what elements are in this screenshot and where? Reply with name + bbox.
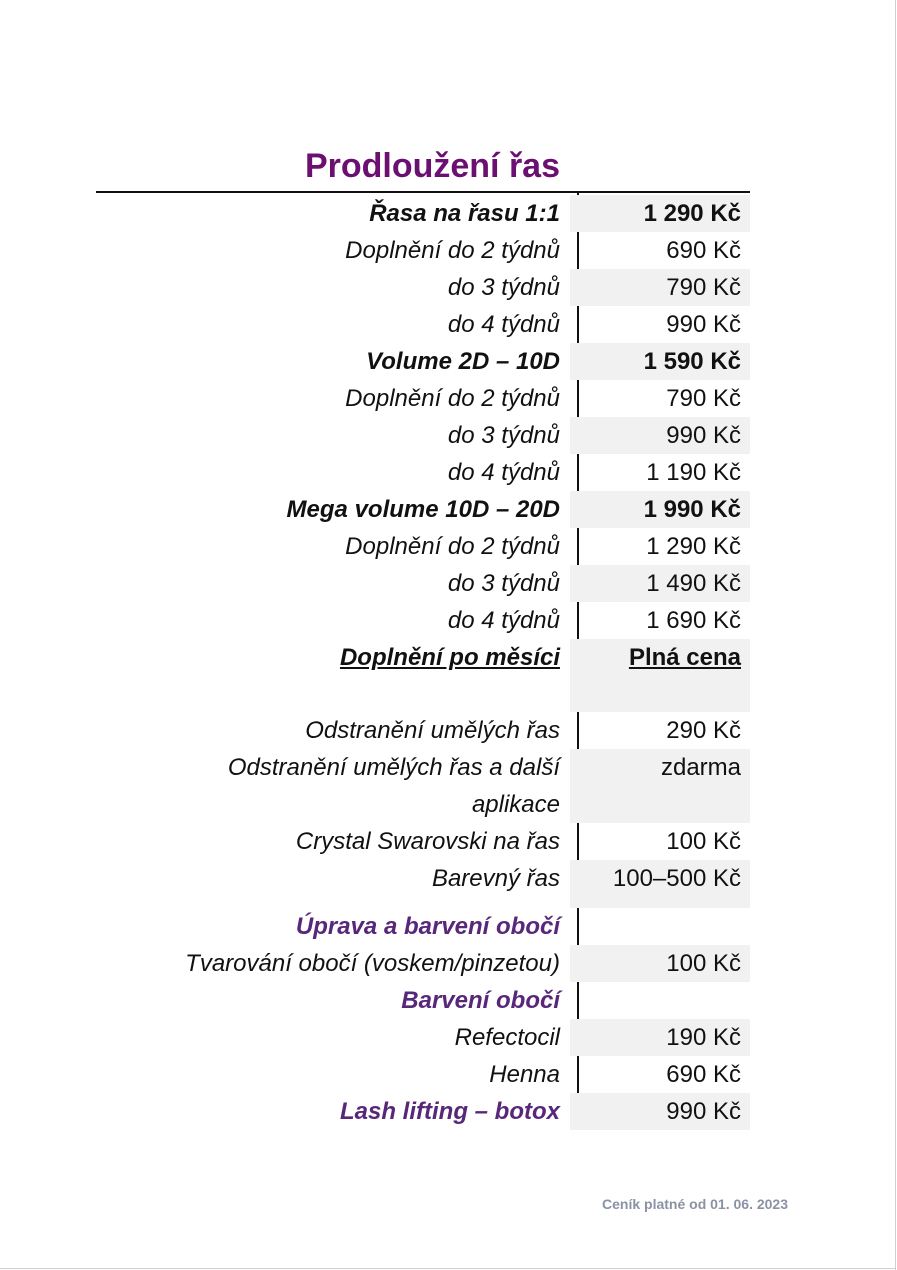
service-price: 690 Kč [666, 237, 741, 264]
page-edge-bottom [0, 1268, 896, 1269]
section-heading-row [96, 908, 750, 945]
service-price: 1 590 Kč [570, 343, 750, 380]
service-price: 100 Kč [570, 945, 750, 982]
table-row [96, 823, 750, 860]
service-name: Crystal Swarovski na řas [295, 828, 560, 855]
service-price [570, 908, 750, 945]
service-price: 100 Kč [666, 828, 741, 855]
service-name: Odstranění umělých řas [305, 717, 560, 744]
service-name: do 4 týdnů [447, 459, 560, 486]
service-name: do 3 týdnů [447, 570, 560, 597]
page-edge-right [895, 0, 896, 1270]
table-row [96, 1019, 750, 1056]
service-name: do 4 týdnů [447, 607, 560, 634]
service-name: Doplnění do 2 týdnů [345, 385, 560, 412]
service-price: 1 190 Kč [646, 459, 741, 486]
table-row [96, 639, 750, 676]
table-row [96, 232, 750, 269]
table-row [96, 749, 750, 823]
table-row [96, 269, 750, 306]
table-row [96, 306, 750, 343]
service-price: 790 Kč [570, 269, 750, 306]
service-price: 190 Kč [570, 1019, 750, 1056]
service-name: Henna [489, 1061, 560, 1088]
service-price: 100–500 Kč [570, 860, 750, 908]
service-name: Refectocil [454, 1024, 560, 1051]
table-row [96, 602, 750, 639]
service-name: do 3 týdnů [447, 422, 560, 449]
service-name: do 4 týdnů [447, 311, 560, 338]
service-name: Doplnění po měsíci [339, 644, 560, 671]
service-name: Lash lifting – botox [340, 1098, 560, 1125]
table-row [96, 1056, 750, 1093]
service-price: 1 690 Kč [646, 607, 741, 634]
service-name: Řasa na řasu 1:1 [369, 200, 560, 227]
table-row [96, 454, 750, 491]
validity-note: Ceník platné od 01. 06. 2023 [602, 1196, 788, 1212]
service-price: 1 290 Kč [646, 533, 741, 560]
service-price [570, 982, 750, 1019]
table-row [96, 380, 750, 417]
service-price: 1 490 Kč [570, 565, 750, 602]
table-row [96, 528, 750, 565]
table-row [96, 195, 750, 232]
table-row [96, 860, 750, 908]
spacer-row [96, 676, 750, 712]
service-price: zdarma [570, 749, 750, 823]
service-price: Plná cena [570, 639, 750, 676]
service-price: 990 Kč [570, 417, 750, 454]
price-table [96, 195, 750, 1130]
service-name: Odstranění umělých řas a další aplikace [227, 754, 560, 818]
service-name: Barevný řas [431, 865, 560, 892]
page-title: Prodloužení řas [304, 147, 560, 185]
service-price: 990 Kč [666, 311, 741, 338]
table-row [96, 1093, 750, 1130]
service-price: 990 Kč [570, 1093, 750, 1130]
service-name: Doplnění do 2 týdnů [345, 237, 560, 264]
table-row [96, 343, 750, 380]
service-price: 690 Kč [666, 1061, 741, 1088]
service-price: 290 Kč [666, 717, 741, 744]
table-row [96, 417, 750, 454]
section-heading-row [96, 982, 750, 1019]
table-row [96, 945, 750, 982]
section-heading: Úprava a barvení obočí [295, 913, 560, 940]
section-heading: Barvení obočí [401, 987, 560, 1014]
service-price: 1 290 Kč [570, 195, 750, 232]
table-row [96, 712, 750, 749]
table-row [96, 491, 750, 528]
service-name: Doplnění do 2 týdnů [345, 533, 560, 560]
service-price: 790 Kč [666, 385, 741, 412]
service-name: Tvarování obočí (voskem/pinzetou) [185, 950, 560, 977]
header-rule [96, 191, 750, 193]
service-name: Volume 2D – 10D [366, 348, 560, 375]
service-name: Mega volume 10D – 20D [286, 496, 560, 523]
table-row [96, 565, 750, 602]
service-name: do 3 týdnů [447, 274, 560, 301]
service-price: 1 990 Kč [570, 491, 750, 528]
